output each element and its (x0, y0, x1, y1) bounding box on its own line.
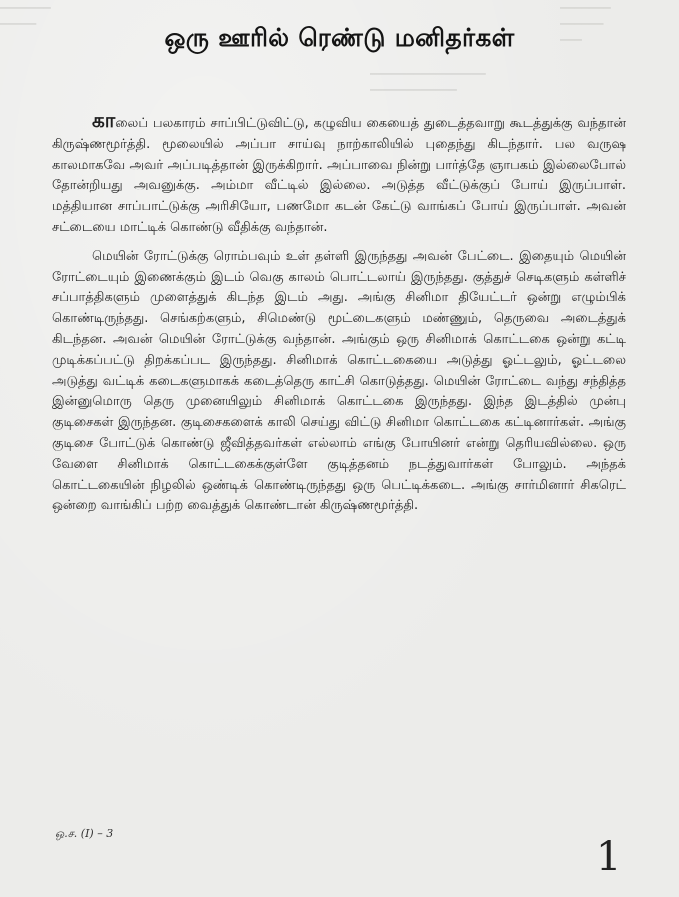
body-text (52, 110, 626, 517)
bleed-through-texture: ─────── ───── (0, 1, 51, 31)
chapter-title: ஒரு ஊரில் ரெண்டு மனிதர்கள் (164, 22, 515, 52)
paragraph (52, 110, 626, 239)
drop-cap: கா (92, 108, 116, 132)
bleed-through-texture: ─────── ────── ─── (560, 1, 611, 47)
bleed-through-texture: ──────────────── ──────────── (370, 67, 486, 97)
paragraph (52, 247, 626, 517)
signature-mark: ஒ.ச. (I) – 3 (55, 827, 114, 840)
page-number: 1 (596, 834, 622, 880)
paragraph-text: லைப் பலகாரம் சாப்பிட்டுவிட்டு, கழுவிய கையைத் துடைத்தவாறு கூடத்துக்கு வந்தான் கிருஷ்ணமூர்த்தி. மூலையில் அப்பா சாய்வு நாற்காலியில் புதைந்து கிடந்தார். பல வருஷ காலமாகவே அவர் அப்படித்தான் இருக்கிறார். அப்பாவை நின்று பார்த்தே ஞாபகம் இல்லைபோல் தோன்றியது அவனுக்கு. அம்மா வீட்டில் இல்லை. அடுத்த வீட்டுக்குப் போய் இருப்பாள். மத்தியான சாப்பாட்டுக்கு அரிசியோ, பணமோ கடன் கேட்டு வாங்கப் போய் இருப்பாள். அவன் சட்டையை மாட்டிக் கொண்டு வீதிக்கு வந்தான். (52, 116, 626, 235)
paragraph-text: மெயின் ரோட்டுக்கு ரொம்பவும் உள் தள்ளி இருந்தது அவன் பேட்டை. இதையும் மெயின் ரோட்டையும் இணைக்கும் இடம் வெகு காலம் பொட்டலாய் இருந்தது. குத்துச் செடிகளும் கள்ளிச் சப்பாத்திகளும் முளைத்துக் கிடந்த இடம் அது. அங்கு சினிமா தியேட்டர் ஒன்று எழும்பிக் கொண்டிருந்தது. செங்கற்களும், சிமெண்டு மூட்டைகளும் மண்ணும், தெருவை அடைத்துக் கிடந்தன. அவன் மெயின் ரோட்டுக்கு வந்தான். அங்கும் ஒரு சினிமாக் கொட்டகை ஒன்று கட்டி முடிக்கப்பட்டு திறக்கப்பட இருந்தது. சினிமாக் கொட்டகையை அடுத்து ஓட்டலும், ஓட்டலை அடுத்து வட்டிக் கடைகளுமாகக் கடைத்தெரு காட்சி கொடுத்தது. மெயின் ரோட்டை வந்து சந்தித்த இன்னுமொரு தெரு முனையிலும் சினிமாக் கொட்டகை இருந்தது. இந்த இடத்தில் முன்பு குடிசைகள் இருந்தன. குடிசைகளைக் காலி செய்து விட்டு சினிமா கொட்டகை கட்டினார்கள். அங்கு குடிசை போட்டுக் கொண்டு ஜீவித்தவர்கள் எல்லாம் எங்கு போயினர் என்று தெரியவில்லை. ஒரு வேளை சினிமாக் கொட்டகைக்குள்ளே குடித்தனம் நடத்துவார்கள் போலும். அந்தக் கொட்டகையின் நிழலில் ஒண்டிக் கொண்டிருந்தது ஒரு பெட்டிக்கடை. அங்கு சார்மினார் சிகரெட் ஒன்றை வாங்கிப் பற்ற வைத்துக் கொண்டான் கிருஷ்ணமூர்த்தி. (52, 248, 626, 514)
